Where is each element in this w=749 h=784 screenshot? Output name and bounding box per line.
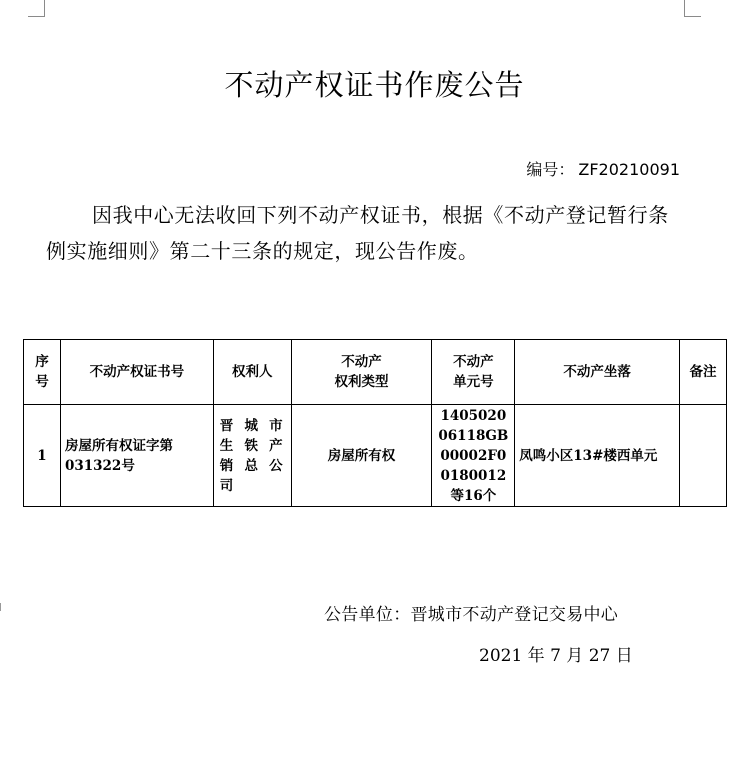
- header-owner: 权利人: [213, 340, 291, 405]
- cell-cert-no: 房屋所有权证字第031322号: [60, 405, 213, 507]
- margin-mark: [0, 603, 5, 611]
- header-right-type: [291, 340, 432, 405]
- header-cert-no: 不动产权证书号: [60, 340, 213, 405]
- header-location: 不动产坐落: [515, 340, 680, 405]
- cell-location: 凤鸣小区13#楼西单元: [515, 405, 680, 507]
- doc-number-label: 编号：: [526, 160, 575, 179]
- crop-mark-top-left: [28, 0, 45, 17]
- issuing-unit: [324, 600, 618, 625]
- cell-owner-line: 销总公: [219, 457, 285, 474]
- header-remark: 备注: [680, 340, 727, 405]
- header-seq: [24, 340, 61, 405]
- page-title: 不动产权证书作废公告: [224, 68, 525, 102]
- cell-owner: [213, 405, 291, 507]
- header-unit-no: [432, 340, 515, 405]
- cell-right-type: 房屋所有权: [291, 405, 432, 507]
- header-seq-line2: 号: [35, 374, 49, 390]
- issuing-unit-name: 晋城市不动产登记交易中心: [410, 605, 619, 625]
- issuing-unit-label: 公告单位：: [324, 605, 411, 625]
- doc-number: [526, 157, 680, 180]
- cell-owner-line: 晋城市: [219, 417, 285, 434]
- header-right-type-line1: 不动产: [341, 354, 382, 370]
- table-row: [24, 405, 727, 507]
- header-seq-line1: 序: [35, 354, 49, 370]
- doc-number-value: ZF20210091: [578, 160, 680, 179]
- crop-mark-top-right: [684, 0, 701, 17]
- table-header-row: [24, 340, 727, 405]
- announcement-body: 因我中心无法收回下列不动产权证书，根据《不动产登记暂行条例实施细则》第二十三条的规定，现公告作废。: [46, 203, 669, 263]
- announcement-date: 2021 年 7 月 27 日: [479, 646, 633, 666]
- header-unit-no-line1: 不动产: [453, 354, 494, 370]
- cell-seq: 1: [24, 405, 61, 507]
- cell-remark: [680, 405, 727, 507]
- header-unit-no-line2: 单元号: [453, 374, 494, 390]
- cell-owner-line: 生铁产: [219, 437, 285, 454]
- cell-owner-line: 司: [219, 477, 236, 494]
- header-right-type-line2: 权利类型: [334, 374, 389, 390]
- certificate-table: [23, 339, 727, 507]
- cell-unit-no: 140502006118GB00002F00180012等16个: [432, 405, 515, 507]
